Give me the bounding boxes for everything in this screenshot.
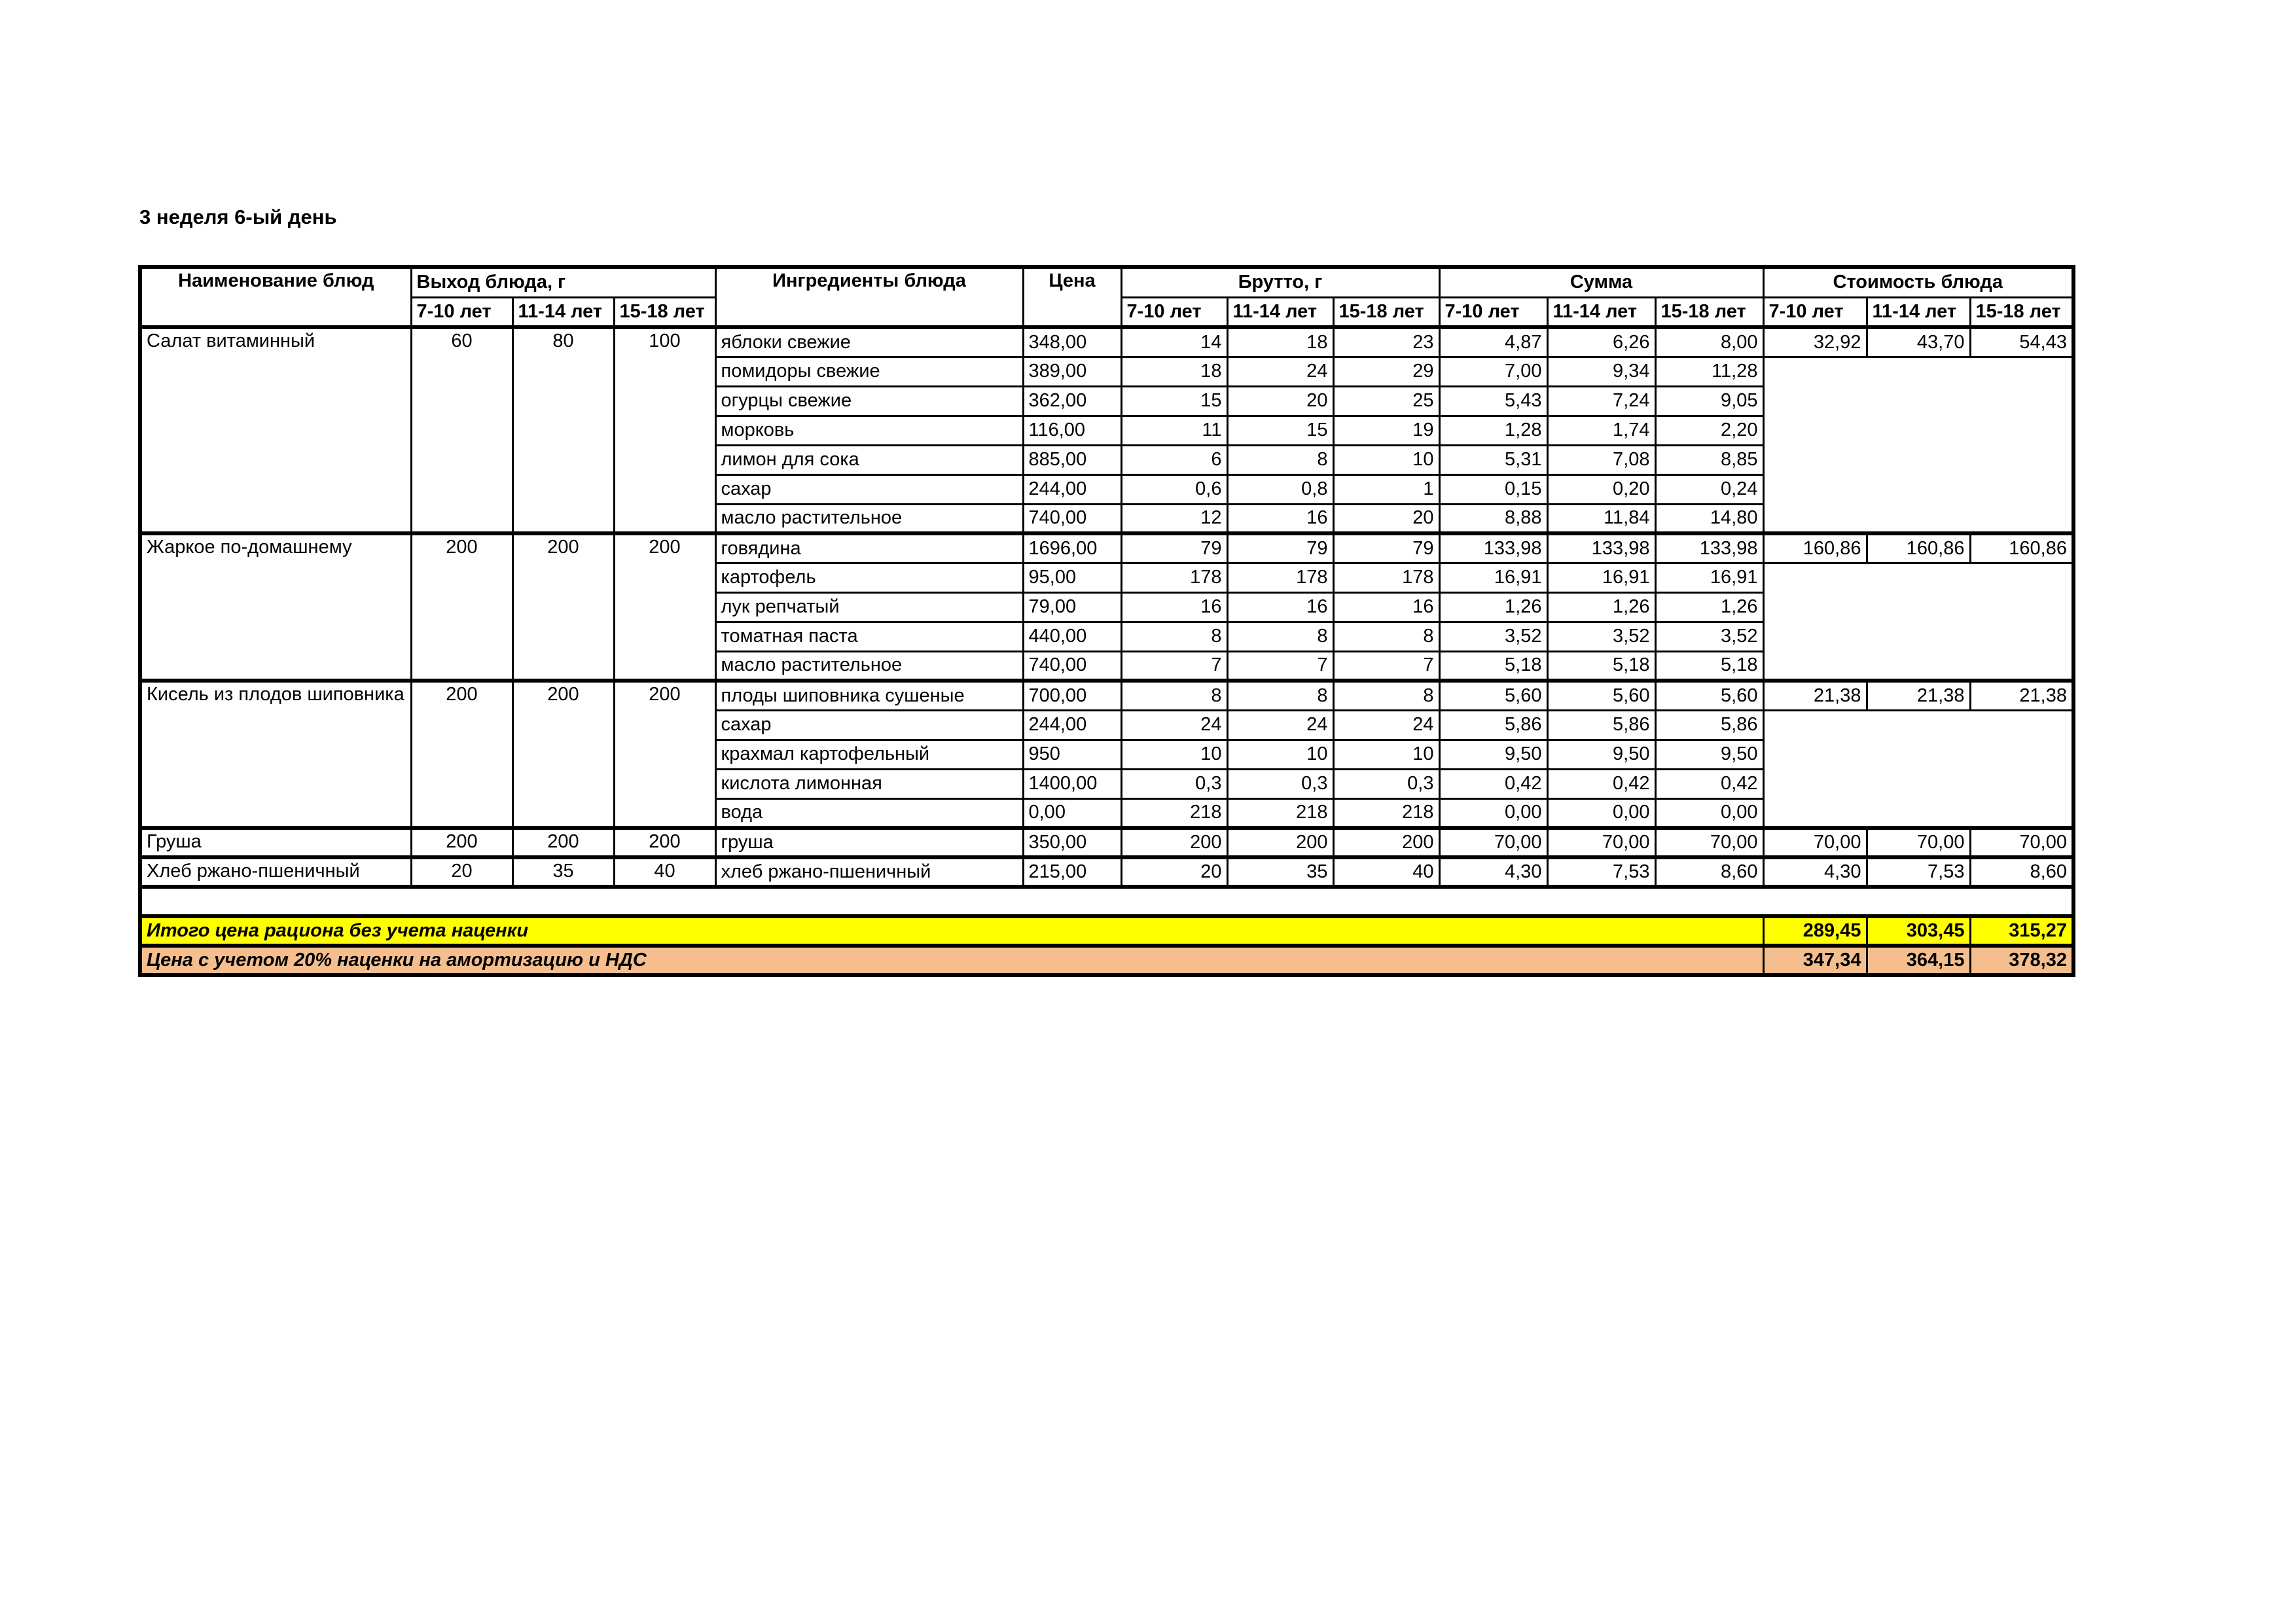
brutto-cell: 15: [1227, 416, 1333, 445]
dish-cost-cell: 160,86: [1970, 533, 2073, 563]
ingredient-cell: масло растительное: [715, 651, 1023, 681]
brutto-cell: 218: [1121, 798, 1227, 828]
brutto-cell: 7: [1227, 651, 1333, 681]
total-with-markup-value-7-10: 347,34: [1763, 946, 1867, 975]
subheader-brutto-age-11-14: 11-14 лет: [1227, 297, 1333, 327]
sum-cell: 0,15: [1439, 474, 1547, 504]
sum-cell: 5,86: [1439, 710, 1547, 740]
table-footer: [140, 887, 2073, 975]
sum-cell: 7,53: [1547, 857, 1655, 887]
price-cell: 244,00: [1023, 474, 1121, 504]
ingredient-row: [140, 681, 2073, 710]
dish-cost-cell: 8,60: [1970, 857, 2073, 887]
price-cell: 95,00: [1023, 563, 1121, 592]
ingredient-row: [140, 533, 2073, 563]
dish-cost-cell: 7,53: [1867, 857, 1970, 887]
total-no-markup-label: Итого цена рациона без учета наценки: [140, 916, 1763, 946]
ingredient-cell: масло растительное: [715, 504, 1023, 533]
total-no-markup-value-7-10: 289,45: [1763, 916, 1867, 946]
output-cell: 200: [614, 533, 715, 681]
sum-cell: 5,86: [1547, 710, 1655, 740]
sum-cell: 70,00: [1547, 828, 1655, 857]
dish-cost-cell: 160,86: [1867, 533, 1970, 563]
sum-cell: 11,84: [1547, 504, 1655, 533]
brutto-cell: 8: [1121, 681, 1227, 710]
subheader-output-age-11-14: 11-14 лет: [512, 297, 614, 327]
output-cell: 80: [512, 327, 614, 533]
brutto-cell: 0,8: [1227, 474, 1333, 504]
sum-cell: 5,18: [1655, 651, 1763, 681]
dish-name-cell: Груша: [140, 828, 411, 857]
sum-cell: 133,98: [1655, 533, 1763, 563]
price-cell: 0,00: [1023, 798, 1121, 828]
ingredient-row: [140, 327, 2073, 357]
brutto-cell: 1: [1333, 474, 1439, 504]
brutto-cell: 6: [1121, 445, 1227, 474]
brutto-cell: 23: [1333, 327, 1439, 357]
spacer-row: [140, 887, 2073, 916]
sum-cell: 133,98: [1547, 533, 1655, 563]
sum-cell: 1,28: [1439, 416, 1547, 445]
brutto-cell: 24: [1121, 710, 1227, 740]
sum-cell: 8,00: [1655, 327, 1763, 357]
brutto-cell: 24: [1227, 357, 1333, 386]
output-cell: 200: [512, 681, 614, 828]
sum-cell: 2,20: [1655, 416, 1763, 445]
price-cell: 885,00: [1023, 445, 1121, 474]
dish-cost-cell: 54,43: [1970, 327, 2073, 357]
brutto-cell: 19: [1333, 416, 1439, 445]
sum-cell: 16,91: [1439, 563, 1547, 592]
brutto-cell: 79: [1121, 533, 1227, 563]
sum-cell: 3,52: [1655, 622, 1763, 651]
ingredient-cell: сахар: [715, 474, 1023, 504]
menu-cost-table: [138, 265, 2075, 977]
table-header: [140, 267, 2073, 327]
total-with-markup-label: Цена с учетом 20% наценки на амортизацию и НДС: [140, 946, 1763, 975]
sum-cell: 5,60: [1439, 681, 1547, 710]
sum-cell: 4,87: [1439, 327, 1547, 357]
sum-cell: 0,42: [1655, 769, 1763, 798]
price-cell: 362,00: [1023, 386, 1121, 416]
ingredient-cell: груша: [715, 828, 1023, 857]
dish-cost-cell: 70,00: [1867, 828, 1970, 857]
brutto-cell: 178: [1121, 563, 1227, 592]
dish-cost-cell: 4,30: [1763, 857, 1867, 887]
sum-cell: 5,60: [1547, 681, 1655, 710]
col-header-output: Выход блюда, г: [411, 267, 715, 297]
col-header-cost: Стоимость блюда: [1763, 267, 2073, 297]
sum-cell: 16,91: [1655, 563, 1763, 592]
ingredient-cell: морковь: [715, 416, 1023, 445]
ingredient-row: [140, 828, 2073, 857]
brutto-cell: 10: [1121, 740, 1227, 769]
ingredient-cell: помидоры свежие: [715, 357, 1023, 386]
sum-cell: 0,00: [1439, 798, 1547, 828]
ingredient-cell: картофель: [715, 563, 1023, 592]
price-cell: 244,00: [1023, 710, 1121, 740]
document-title: 3 неделя 6-ый день: [139, 205, 337, 228]
brutto-cell: 24: [1333, 710, 1439, 740]
sum-cell: 8,88: [1439, 504, 1547, 533]
ingredient-cell: лимон для сока: [715, 445, 1023, 474]
price-cell: 348,00: [1023, 327, 1121, 357]
sum-cell: 5,43: [1439, 386, 1547, 416]
dish-cost-cell: 21,38: [1763, 681, 1867, 710]
output-cell: 200: [411, 533, 512, 681]
price-cell: 215,00: [1023, 857, 1121, 887]
output-cell: 100: [614, 327, 715, 533]
brutto-cell: 25: [1333, 386, 1439, 416]
sum-cell: 1,26: [1655, 592, 1763, 622]
sum-cell: 70,00: [1655, 828, 1763, 857]
brutto-cell: 8: [1333, 622, 1439, 651]
subheader-sum-age-7-10: 7-10 лет: [1439, 297, 1547, 327]
price-cell: 950: [1023, 740, 1121, 769]
brutto-cell: 79: [1227, 533, 1333, 563]
sum-cell: 0,00: [1655, 798, 1763, 828]
brutto-cell: 218: [1227, 798, 1333, 828]
subheader-sum-age-11-14: 11-14 лет: [1547, 297, 1655, 327]
output-cell: 35: [512, 857, 614, 887]
total-no-markup-value-15-18: 315,27: [1970, 916, 2073, 946]
subheader-brutto-age-7-10: 7-10 лет: [1121, 297, 1227, 327]
brutto-cell: 16: [1121, 592, 1227, 622]
dish-cost-cell: 70,00: [1763, 828, 1867, 857]
total-row-no-markup: [140, 916, 2073, 946]
price-cell: 440,00: [1023, 622, 1121, 651]
brutto-cell: 10: [1333, 445, 1439, 474]
sum-cell: 3,52: [1547, 622, 1655, 651]
sum-cell: 4,30: [1439, 857, 1547, 887]
col-header-sum: Сумма: [1439, 267, 1763, 297]
ingredient-cell: плоды шиповника сушеные: [715, 681, 1023, 710]
brutto-cell: 218: [1333, 798, 1439, 828]
sum-cell: 5,60: [1655, 681, 1763, 710]
brutto-cell: 200: [1333, 828, 1439, 857]
brutto-cell: 15: [1121, 386, 1227, 416]
subheader-brutto-age-15-18: 15-18 лет: [1333, 297, 1439, 327]
price-cell: 389,00: [1023, 357, 1121, 386]
brutto-cell: 16: [1333, 592, 1439, 622]
ingredient-cell: вода: [715, 798, 1023, 828]
subheader-cost-age-7-10: 7-10 лет: [1763, 297, 1867, 327]
output-cell: 20: [411, 857, 512, 887]
sum-cell: 9,50: [1439, 740, 1547, 769]
sum-cell: 5,18: [1547, 651, 1655, 681]
ingredient-cell: лук репчатый: [715, 592, 1023, 622]
brutto-cell: 29: [1333, 357, 1439, 386]
dish-name-cell: Жаркое по-домашнему: [140, 533, 411, 681]
sum-cell: 1,74: [1547, 416, 1655, 445]
brutto-cell: 0,3: [1227, 769, 1333, 798]
ingredient-cell: огурцы свежие: [715, 386, 1023, 416]
subheader-cost-age-15-18: 15-18 лет: [1970, 297, 2073, 327]
sum-cell: 9,05: [1655, 386, 1763, 416]
brutto-cell: 16: [1227, 504, 1333, 533]
price-cell: 740,00: [1023, 651, 1121, 681]
dish-cost-merged-cell: [1763, 563, 2073, 681]
dish-cost-merged-cell: [1763, 357, 2073, 533]
total-with-markup-value-11-14: 364,15: [1867, 946, 1970, 975]
brutto-cell: 16: [1227, 592, 1333, 622]
subheader-output-age-15-18: 15-18 лет: [614, 297, 715, 327]
output-cell: 200: [411, 828, 512, 857]
sum-cell: 14,80: [1655, 504, 1763, 533]
dish-cost-cell: 21,38: [1867, 681, 1970, 710]
brutto-cell: 178: [1333, 563, 1439, 592]
sum-cell: 9,50: [1655, 740, 1763, 769]
price-cell: 700,00: [1023, 681, 1121, 710]
sum-cell: 0,42: [1439, 769, 1547, 798]
dish-name-cell: Салат витаминный: [140, 327, 411, 533]
brutto-cell: 10: [1227, 740, 1333, 769]
brutto-cell: 8: [1227, 622, 1333, 651]
ingredient-cell: крахмал картофельный: [715, 740, 1023, 769]
price-cell: 79,00: [1023, 592, 1121, 622]
sum-cell: 7,00: [1439, 357, 1547, 386]
sum-cell: 16,91: [1547, 563, 1655, 592]
output-cell: 200: [614, 828, 715, 857]
sum-cell: 1,26: [1439, 592, 1547, 622]
sum-cell: 5,18: [1439, 651, 1547, 681]
subheader-sum-age-15-18: 15-18 лет: [1655, 297, 1763, 327]
brutto-cell: 20: [1121, 857, 1227, 887]
sum-cell: 6,26: [1547, 327, 1655, 357]
sum-cell: 0,20: [1547, 474, 1655, 504]
brutto-cell: 8: [1227, 681, 1333, 710]
price-cell: 1400,00: [1023, 769, 1121, 798]
output-cell: 40: [614, 857, 715, 887]
sum-cell: 9,50: [1547, 740, 1655, 769]
brutto-cell: 200: [1227, 828, 1333, 857]
price-cell: 1696,00: [1023, 533, 1121, 563]
sum-cell: 8,85: [1655, 445, 1763, 474]
sum-cell: 7,08: [1547, 445, 1655, 474]
brutto-cell: 24: [1227, 710, 1333, 740]
price-cell: 116,00: [1023, 416, 1121, 445]
subheader-output-age-7-10: 7-10 лет: [411, 297, 512, 327]
brutto-cell: 8: [1227, 445, 1333, 474]
col-header-dish-name: Наименование блюд: [140, 267, 411, 327]
dish-cost-merged-cell: [1763, 710, 2073, 828]
col-header-ingredients: Ингредиенты блюда: [715, 267, 1023, 327]
col-header-brutto: Брутто, г: [1121, 267, 1439, 297]
total-with-markup-value-15-18: 378,32: [1970, 946, 2073, 975]
brutto-cell: 7: [1333, 651, 1439, 681]
brutto-cell: 14: [1121, 327, 1227, 357]
subheader-cost-age-11-14: 11-14 лет: [1867, 297, 1970, 327]
sum-cell: 7,24: [1547, 386, 1655, 416]
brutto-cell: 10: [1333, 740, 1439, 769]
sum-cell: 5,86: [1655, 710, 1763, 740]
sum-cell: 0,24: [1655, 474, 1763, 504]
ingredient-cell: говядина: [715, 533, 1023, 563]
price-cell: 740,00: [1023, 504, 1121, 533]
total-no-markup-value-11-14: 303,45: [1867, 916, 1970, 946]
brutto-cell: 18: [1227, 327, 1333, 357]
ingredient-cell: сахар: [715, 710, 1023, 740]
sum-cell: 70,00: [1439, 828, 1547, 857]
brutto-cell: 12: [1121, 504, 1227, 533]
sum-cell: 1,26: [1547, 592, 1655, 622]
ingredient-cell: хлеб ржано-пшеничный: [715, 857, 1023, 887]
brutto-cell: 0,3: [1121, 769, 1227, 798]
spacer-cell: [140, 887, 2073, 916]
output-cell: 200: [512, 828, 614, 857]
brutto-cell: 0,3: [1333, 769, 1439, 798]
price-cell: 350,00: [1023, 828, 1121, 857]
dish-cost-cell: 160,86: [1763, 533, 1867, 563]
dish-cost-cell: 70,00: [1970, 828, 2073, 857]
brutto-cell: 7: [1121, 651, 1227, 681]
dish-cost-cell: 43,70: [1867, 327, 1970, 357]
dish-cost-cell: 21,38: [1970, 681, 2073, 710]
table-body: [140, 327, 2073, 887]
sum-cell: 3,52: [1439, 622, 1547, 651]
sum-cell: 0,42: [1547, 769, 1655, 798]
ingredient-cell: кислота лимонная: [715, 769, 1023, 798]
ingredient-cell: яблоки свежие: [715, 327, 1023, 357]
brutto-cell: 18: [1121, 357, 1227, 386]
brutto-cell: 40: [1333, 857, 1439, 887]
brutto-cell: 79: [1333, 533, 1439, 563]
group-header-row: [140, 267, 2073, 297]
total-row-with-markup: [140, 946, 2073, 975]
sum-cell: 5,31: [1439, 445, 1547, 474]
col-header-price: Цена: [1023, 267, 1121, 327]
output-cell: 200: [411, 681, 512, 828]
brutto-cell: 11: [1121, 416, 1227, 445]
output-cell: 200: [614, 681, 715, 828]
sum-cell: 11,28: [1655, 357, 1763, 386]
output-cell: 60: [411, 327, 512, 533]
dish-name-cell: Хлеб ржано-пшеничный: [140, 857, 411, 887]
sum-cell: 9,34: [1547, 357, 1655, 386]
brutto-cell: 0,6: [1121, 474, 1227, 504]
sum-cell: 0,00: [1547, 798, 1655, 828]
sum-cell: 8,60: [1655, 857, 1763, 887]
brutto-cell: 178: [1227, 563, 1333, 592]
sum-cell: 133,98: [1439, 533, 1547, 563]
dish-name-cell: Кисель из плодов шиповника: [140, 681, 411, 828]
output-cell: 200: [512, 533, 614, 681]
brutto-cell: 20: [1333, 504, 1439, 533]
brutto-cell: 200: [1121, 828, 1227, 857]
ingredient-row: [140, 857, 2073, 887]
brutto-cell: 8: [1333, 681, 1439, 710]
ingredient-cell: томатная паста: [715, 622, 1023, 651]
brutto-cell: 20: [1227, 386, 1333, 416]
brutto-cell: 8: [1121, 622, 1227, 651]
brutto-cell: 35: [1227, 857, 1333, 887]
dish-cost-cell: 32,92: [1763, 327, 1867, 357]
